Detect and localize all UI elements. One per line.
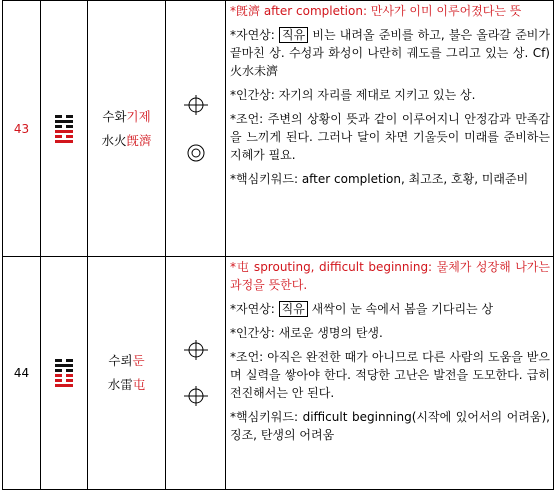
- nature-boxed-label: 직유: [279, 301, 308, 317]
- name-hanja: 水火: [101, 132, 127, 148]
- hexagram-symbol-icon: [41, 257, 88, 490]
- name-hanja-red: 屯: [132, 377, 146, 392]
- hexagram-symbol-icon: [41, 1, 88, 257]
- name-hanja: 水雷: [107, 377, 133, 392]
- name-korean: 수뢰: [108, 353, 133, 368]
- nature-text: *자연상: 직유 비는 내려올 준비를 하고, 불은 올라갈 준비가 끝마친 상. 수성과 화성이 나란히 궤도를 그리고 있는 상. Cf) 火水未濟: [230, 28, 550, 78]
- keywords-text: *핵심키워드: difficult beginning(시작에 있어서의 어려움), 징조, 탄생의 어려움: [230, 410, 550, 442]
- advice-text: *조언: 주변의 상황이 뜻과 같이 이루어지니 안정감과 만족감을 느끼게 된다. 그러나 달이 차면 기울듯이 미래를 준비하는 지혜가 필요.: [230, 112, 550, 162]
- double-circle-icon: [184, 141, 208, 165]
- circle-crosshair-icon: [184, 93, 208, 117]
- hexagram-number: 43: [3, 1, 41, 257]
- symbol-icons: [166, 257, 226, 490]
- hexagram-description: [226, 257, 554, 490]
- nature-text: *자연상: 직유 새싹이 눈 속에서 봄을 기다리는 상: [230, 302, 494, 316]
- symbol-icons: [166, 1, 226, 257]
- table-row: [3, 257, 554, 490]
- keywords-text: *핵심키워드: after completion, 최고조, 호황, 미래준비: [230, 172, 529, 186]
- advice-text: *조언: 아직은 완전한 때가 아니므로 다른 사람의 도움을 받으며 실력을 쌓아야 한다. 적당한 고난은 발전을 도모한다. 급히 전진해서는 안 된다.: [230, 350, 550, 400]
- human-text: *인간상: 새로운 생명의 탄생.: [230, 326, 383, 340]
- hexagram-name: [88, 1, 166, 257]
- name-korean: 수화: [102, 108, 127, 124]
- name-hanja-red: 旣濟: [126, 132, 152, 148]
- hexagram-description: [226, 1, 554, 257]
- name-korean-red: 둔: [132, 353, 145, 368]
- hexagram-name: [88, 257, 166, 490]
- hexagram-number: 44: [3, 257, 41, 490]
- name-korean-red: 기제: [126, 108, 151, 124]
- table-row: [3, 1, 554, 257]
- description-title: *屯 sprouting, difficult beginning: 물체가 성장해 나가는 과정을 뜻한다.: [230, 260, 550, 292]
- circle-crosshair-icon: [184, 384, 208, 408]
- description-title: *旣濟 after completion: 만사가 이미 이루어졌다는 뜻: [230, 4, 522, 18]
- hexagram-table: [2, 0, 554, 490]
- circle-crosshair-icon: [184, 338, 208, 362]
- human-text: *인간상: 자기의 자리를 제대로 지키고 있는 상.: [230, 88, 476, 102]
- nature-boxed-label: 직유: [279, 27, 308, 43]
